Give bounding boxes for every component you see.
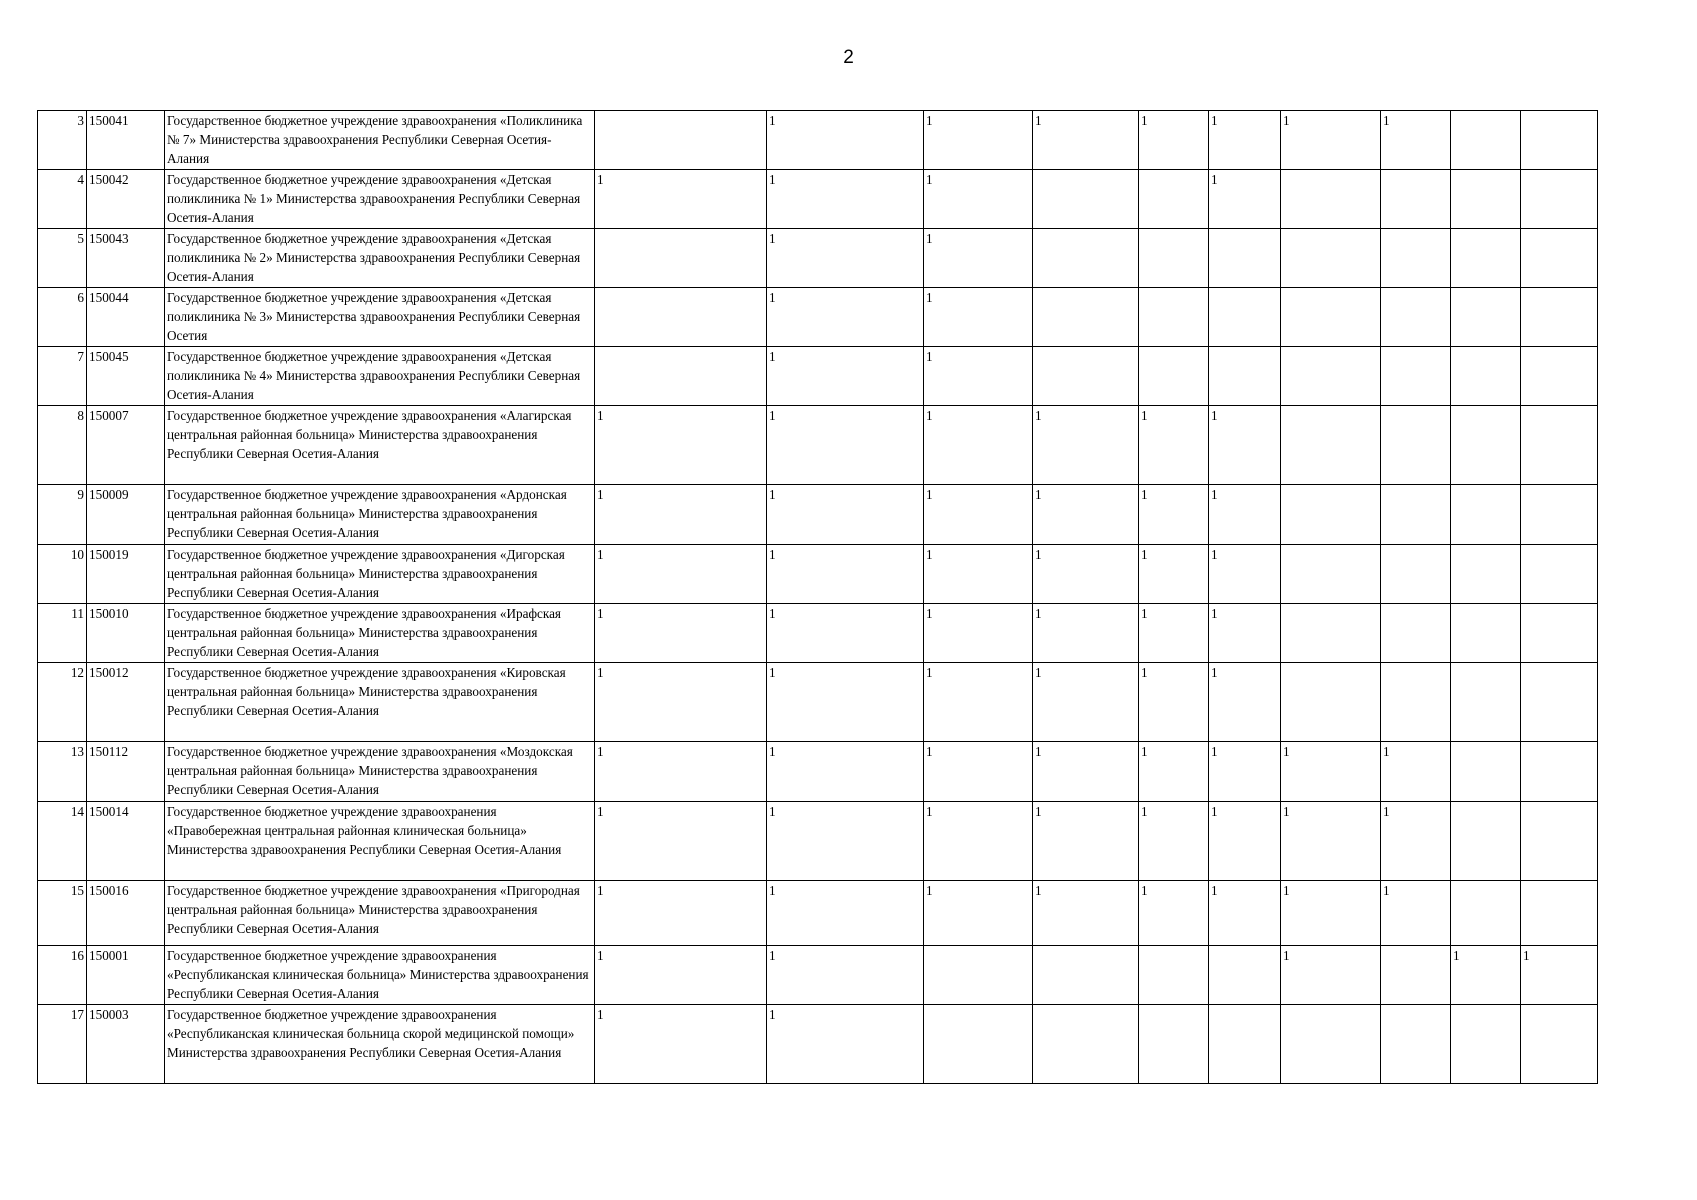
code-cell: 150007	[87, 406, 165, 485]
mark-cell: 1	[1139, 663, 1209, 742]
row-number-cell: 5	[38, 229, 87, 288]
mark-cell	[1451, 802, 1521, 881]
mark-cell	[1209, 288, 1281, 347]
mark-cell: 1	[1281, 946, 1381, 1005]
mark-cell	[1521, 111, 1598, 170]
mark-cell: 1	[595, 545, 767, 604]
mark-cell	[1521, 229, 1598, 288]
mark-cell	[1381, 663, 1451, 742]
mark-cell	[1139, 229, 1209, 288]
table-row	[38, 229, 1598, 288]
code-cell: 150045	[87, 347, 165, 406]
table-row	[38, 545, 1598, 604]
mark-cell: 1	[1381, 881, 1451, 946]
mark-cell: 1	[1139, 604, 1209, 663]
table-body	[38, 111, 1598, 1084]
mark-cell	[595, 229, 767, 288]
mark-cell: 1	[924, 802, 1033, 881]
mark-cell: 1	[924, 663, 1033, 742]
mark-cell: 1	[595, 881, 767, 946]
mark-cell	[1451, 663, 1521, 742]
organization-name-cell: Государственное бюджетное учреждение здравоохранения «Дигорская центральная районная больница» Министерства здравоохранения Республики Северная Осетия-Алания	[165, 545, 595, 604]
mark-cell	[1521, 347, 1598, 406]
row-number-cell: 3	[38, 111, 87, 170]
mark-cell: 1	[1209, 663, 1281, 742]
mark-cell	[1451, 229, 1521, 288]
mark-cell	[1521, 485, 1598, 545]
mark-cell: 1	[1281, 802, 1381, 881]
mark-cell: 1	[1033, 881, 1139, 946]
mark-cell	[1451, 111, 1521, 170]
mark-cell: 1	[1139, 742, 1209, 802]
code-cell: 150010	[87, 604, 165, 663]
mark-cell: 1	[1209, 604, 1281, 663]
mark-cell	[1281, 347, 1381, 406]
mark-cell	[1139, 946, 1209, 1005]
row-number-cell: 10	[38, 545, 87, 604]
mark-cell	[1209, 1005, 1281, 1084]
mark-cell: 1	[924, 545, 1033, 604]
mark-cell: 1	[1033, 111, 1139, 170]
mark-cell	[595, 347, 767, 406]
mark-cell: 1	[1209, 406, 1281, 485]
code-cell: 150012	[87, 663, 165, 742]
row-number-cell: 8	[38, 406, 87, 485]
mark-cell: 1	[767, 1005, 924, 1084]
code-cell: 150041	[87, 111, 165, 170]
mark-cell: 1	[1381, 802, 1451, 881]
code-cell: 150003	[87, 1005, 165, 1084]
code-cell: 150009	[87, 485, 165, 545]
organization-name-cell: Государственное бюджетное учреждение здравоохранения «Кировская центральная районная больница» Министерства здравоохранения Республики Северная Осетия-Алания	[165, 663, 595, 742]
mark-cell	[595, 111, 767, 170]
mark-cell	[1033, 288, 1139, 347]
mark-cell	[1451, 1005, 1521, 1084]
mark-cell	[1139, 347, 1209, 406]
mark-cell: 1	[1381, 111, 1451, 170]
mark-cell	[1033, 170, 1139, 229]
mark-cell	[1451, 485, 1521, 545]
mark-cell: 1	[924, 406, 1033, 485]
row-number-cell: 4	[38, 170, 87, 229]
mark-cell	[1521, 604, 1598, 663]
code-cell: 150019	[87, 545, 165, 604]
organization-name-cell: Государственное бюджетное учреждение здравоохранения «Ирафская центральная районная больница» Министерства здравоохранения Республики Северная Осетия-Алания	[165, 604, 595, 663]
organization-name-cell: Государственное бюджетное учреждение здравоохранения «Алагирская центральная районная больница» Министерства здравоохранения Республики Северная Осетия-Алания	[165, 406, 595, 485]
mark-cell: 1	[1281, 111, 1381, 170]
row-number-cell: 11	[38, 604, 87, 663]
row-number-cell: 13	[38, 742, 87, 802]
table-row	[38, 170, 1598, 229]
mark-cell: 1	[924, 742, 1033, 802]
mark-cell	[1521, 881, 1598, 946]
mark-cell	[1521, 170, 1598, 229]
mark-cell	[1381, 545, 1451, 604]
mark-cell	[1451, 604, 1521, 663]
mark-cell: 1	[1033, 545, 1139, 604]
mark-cell	[1521, 545, 1598, 604]
row-number-cell: 6	[38, 288, 87, 347]
mark-cell	[1381, 946, 1451, 1005]
mark-cell	[1451, 288, 1521, 347]
mark-cell: 1	[1139, 881, 1209, 946]
mark-cell	[1281, 663, 1381, 742]
mark-cell: 1	[767, 742, 924, 802]
row-number-cell: 12	[38, 663, 87, 742]
table-row	[38, 604, 1598, 663]
mark-cell	[1451, 406, 1521, 485]
mark-cell: 1	[767, 288, 924, 347]
mark-cell	[1139, 1005, 1209, 1084]
table-row	[38, 111, 1598, 170]
mark-cell: 1	[767, 881, 924, 946]
mark-cell	[1281, 229, 1381, 288]
table-row	[38, 742, 1598, 802]
mark-cell	[1451, 545, 1521, 604]
mark-cell: 1	[924, 881, 1033, 946]
mark-cell: 1	[767, 229, 924, 288]
mark-cell: 1	[1209, 881, 1281, 946]
mark-cell: 1	[1209, 170, 1281, 229]
mark-cell: 1	[1139, 111, 1209, 170]
page-number: 2	[843, 47, 854, 68]
organization-name-cell: Государственное бюджетное учреждение здравоохранения «Детская поликлиника № 4» Министерства здравоохранения Республики Северная Осетия-Алания	[165, 347, 595, 406]
mark-cell	[1209, 347, 1281, 406]
mark-cell: 1	[924, 604, 1033, 663]
mark-cell: 1	[595, 604, 767, 663]
mark-cell	[1451, 347, 1521, 406]
mark-cell	[1381, 604, 1451, 663]
mark-cell	[924, 946, 1033, 1005]
code-cell: 150042	[87, 170, 165, 229]
organization-name-cell: Государственное бюджетное учреждение здравоохранения «Моздокская центральная районная больница» Министерства здравоохранения Республики Северная Осетия-Алания	[165, 742, 595, 802]
mark-cell	[1521, 742, 1598, 802]
mark-cell	[1381, 406, 1451, 485]
mark-cell: 1	[1209, 802, 1281, 881]
mark-cell	[1139, 170, 1209, 229]
row-number-cell: 7	[38, 347, 87, 406]
mark-cell	[1139, 288, 1209, 347]
mark-cell: 1	[767, 946, 924, 1005]
mark-cell: 1	[1521, 946, 1598, 1005]
organization-name-cell: Государственное бюджетное учреждение здравоохранения «Детская поликлиника № 2» Министерства здравоохранения Республики Северная Осетия-Алания	[165, 229, 595, 288]
mark-cell	[1281, 545, 1381, 604]
table-row	[38, 347, 1598, 406]
registry-table	[37, 110, 1598, 1084]
mark-cell	[1521, 288, 1598, 347]
mark-cell: 1	[1451, 946, 1521, 1005]
organization-name-cell: Государственное бюджетное учреждение здравоохранения «Республиканская клиническая больница скорой медицинской помощи» Министерства здравоохранения Республики Северная Осетия-Алания	[165, 1005, 595, 1084]
mark-cell: 1	[1381, 742, 1451, 802]
mark-cell	[1281, 1005, 1381, 1084]
mark-cell: 1	[1209, 742, 1281, 802]
mark-cell: 1	[767, 545, 924, 604]
mark-cell: 1	[1139, 545, 1209, 604]
mark-cell: 1	[1033, 802, 1139, 881]
organization-name-cell: Государственное бюджетное учреждение здравоохранения «Детская поликлиника № 1» Министерства здравоохранения Республики Северная Осетия-Алания	[165, 170, 595, 229]
mark-cell	[1033, 347, 1139, 406]
mark-cell: 1	[767, 170, 924, 229]
code-cell: 150014	[87, 802, 165, 881]
mark-cell: 1	[595, 485, 767, 545]
mark-cell: 1	[924, 347, 1033, 406]
mark-cell: 1	[595, 170, 767, 229]
mark-cell	[1381, 347, 1451, 406]
mark-cell: 1	[1033, 604, 1139, 663]
mark-cell	[1209, 946, 1281, 1005]
mark-cell: 1	[1281, 881, 1381, 946]
mark-cell	[1209, 229, 1281, 288]
mark-cell	[1281, 485, 1381, 545]
mark-cell: 1	[924, 485, 1033, 545]
table-row	[38, 663, 1598, 742]
mark-cell	[1381, 1005, 1451, 1084]
mark-cell: 1	[1033, 742, 1139, 802]
organization-name-cell: Государственное бюджетное учреждение здравоохранения «Детская поликлиника № 3» Министерства здравоохранения Республики Северная Осетия	[165, 288, 595, 347]
table-row	[38, 802, 1598, 881]
mark-cell: 1	[767, 347, 924, 406]
mark-cell: 1	[595, 946, 767, 1005]
table-row	[38, 406, 1598, 485]
mark-cell: 1	[767, 802, 924, 881]
code-cell: 150016	[87, 881, 165, 946]
mark-cell: 1	[1209, 545, 1281, 604]
code-cell: 150112	[87, 742, 165, 802]
mark-cell: 1	[767, 663, 924, 742]
mark-cell: 1	[1139, 406, 1209, 485]
mark-cell: 1	[595, 406, 767, 485]
mark-cell	[595, 288, 767, 347]
mark-cell: 1	[595, 802, 767, 881]
mark-cell	[1521, 1005, 1598, 1084]
table-row	[38, 881, 1598, 946]
mark-cell: 1	[595, 1005, 767, 1084]
row-number-cell: 17	[38, 1005, 87, 1084]
table-row	[38, 288, 1598, 347]
organization-name-cell: Государственное бюджетное учреждение здравоохранения «Правобережная центральная районная клиническая больница» Министерства здравоохранения Республики Северная Осетия-Алания	[165, 802, 595, 881]
mark-cell	[1451, 742, 1521, 802]
mark-cell	[1381, 485, 1451, 545]
mark-cell: 1	[924, 111, 1033, 170]
code-cell: 150044	[87, 288, 165, 347]
mark-cell	[1451, 170, 1521, 229]
mark-cell: 1	[1139, 485, 1209, 545]
mark-cell	[1281, 406, 1381, 485]
mark-cell: 1	[1281, 742, 1381, 802]
mark-cell: 1	[1033, 406, 1139, 485]
mark-cell: 1	[1139, 802, 1209, 881]
mark-cell	[1033, 229, 1139, 288]
mark-cell	[1451, 881, 1521, 946]
mark-cell: 1	[767, 604, 924, 663]
mark-cell: 1	[1209, 111, 1281, 170]
row-number-cell: 14	[38, 802, 87, 881]
mark-cell	[1381, 170, 1451, 229]
mark-cell: 1	[767, 406, 924, 485]
mark-cell	[1381, 288, 1451, 347]
mark-cell	[1521, 663, 1598, 742]
row-number-cell: 16	[38, 946, 87, 1005]
row-number-cell: 15	[38, 881, 87, 946]
mark-cell	[924, 1005, 1033, 1084]
mark-cell	[1381, 229, 1451, 288]
mark-cell: 1	[595, 742, 767, 802]
table-row	[38, 485, 1598, 545]
mark-cell: 1	[1033, 485, 1139, 545]
mark-cell: 1	[924, 288, 1033, 347]
mark-cell: 1	[1033, 663, 1139, 742]
mark-cell: 1	[595, 663, 767, 742]
code-cell: 150001	[87, 946, 165, 1005]
mark-cell	[1033, 946, 1139, 1005]
mark-cell: 1	[767, 485, 924, 545]
mark-cell: 1	[767, 111, 924, 170]
organization-name-cell: Государственное бюджетное учреждение здравоохранения «Республиканская клиническая больница» Министерства здравоохранения Республики Северная Осетия-Алания	[165, 946, 595, 1005]
mark-cell	[1281, 288, 1381, 347]
organization-name-cell: Государственное бюджетное учреждение здравоохранения «Пригородная центральная районная больница» Министерства здравоохранения Республики Северная Осетия-Алания	[165, 881, 595, 946]
mark-cell: 1	[1209, 485, 1281, 545]
mark-cell: 1	[924, 229, 1033, 288]
mark-cell	[1281, 170, 1381, 229]
mark-cell	[1281, 604, 1381, 663]
table-row	[38, 1005, 1598, 1084]
mark-cell	[1033, 1005, 1139, 1084]
mark-cell	[1521, 802, 1598, 881]
mark-cell: 1	[924, 170, 1033, 229]
organization-name-cell: Государственное бюджетное учреждение здравоохранения «Поликлиника № 7» Министерства здравоохранения Республики Северная Осетия-Алания	[165, 111, 595, 170]
table-row	[38, 946, 1598, 1005]
organization-name-cell: Государственное бюджетное учреждение здравоохранения «Ардонская центральная районная больница» Министерства здравоохранения Республики Северная Осетия-Алания	[165, 485, 595, 545]
row-number-cell: 9	[38, 485, 87, 545]
mark-cell	[1521, 406, 1598, 485]
code-cell: 150043	[87, 229, 165, 288]
